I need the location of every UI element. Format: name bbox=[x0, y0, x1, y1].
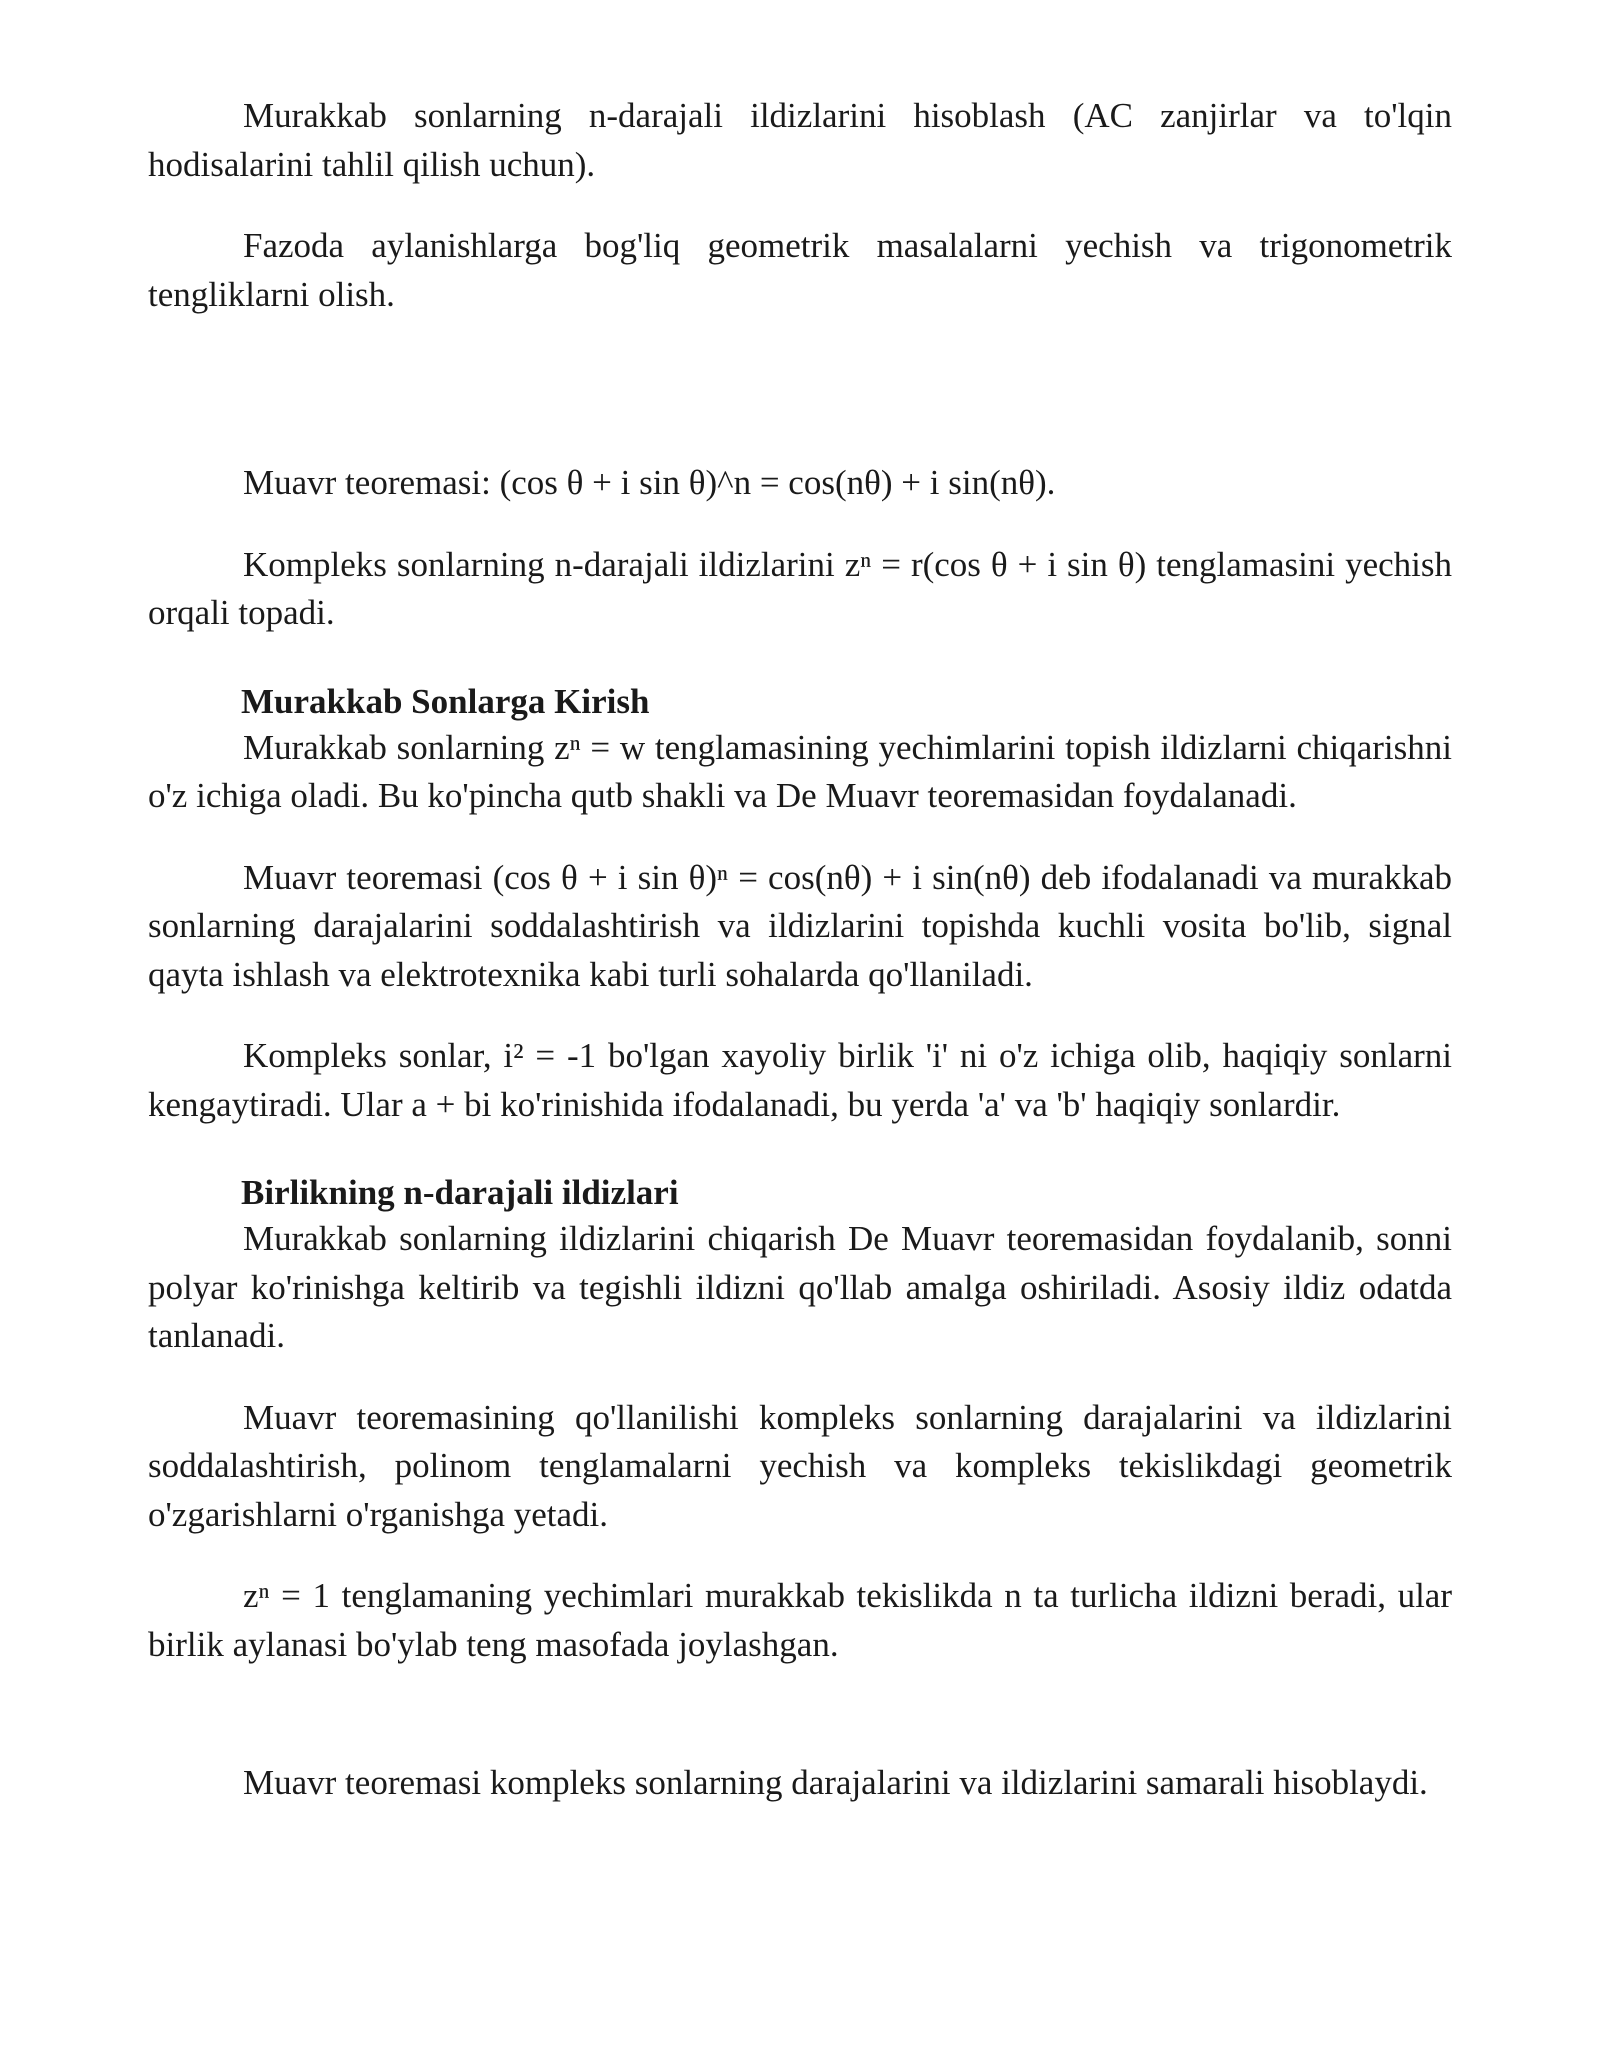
paragraph-unit-circle-roots: zⁿ = 1 tenglamaning yechimlari murakkab tekislikda n ta turlicha ildizni beradi, ular birlik aylanasi bo'ylab teng masofada joylashgan. bbox=[148, 1576, 1452, 1664]
spacer bbox=[148, 1669, 1452, 1759]
spacer bbox=[148, 638, 1452, 680]
paragraph-geometric-problems: Fazoda aylanishlarga bog'liq geometrik masalalarni yechish va trigonometrik tengliklarni olish. bbox=[148, 226, 1452, 314]
section-heading-intro: Murakkab Sonlarga Kirish bbox=[241, 681, 650, 721]
document-page bbox=[148, 92, 1452, 1808]
paragraph-nth-roots-calculation: Murakkab sonlarning n-darajali ildizlarini hisoblash (AC zanjirlar va to'lqin hodisalarini tahlil qilish uchun). bbox=[148, 96, 1452, 184]
spacer bbox=[148, 821, 1452, 854]
spacer bbox=[148, 1129, 1452, 1171]
paragraph-muavr-formula: Muavr teoremasi: (cos θ + i sin θ)^n = cos(nθ) + i sin(nθ). bbox=[243, 463, 1056, 502]
spacer bbox=[148, 999, 1452, 1032]
paragraph-polar-form-roots: Murakkab sonlarning ildizlarini chiqarish De Muavr teoremasidan foydalanib, sonni polyar ko'rinishga keltirib va tegishli ildizni qo'llab amalga oshiriladi. Asosiy ildiz odatda tanlanadi. bbox=[148, 1219, 1452, 1355]
paragraph-muavr-theorem-use: Muavr teoremasi (cos θ + i sin θ)ⁿ = cos(nθ) + i sin(nθ) deb ifodalanadi va murakkab sonlarning darajalarini soddalashtirish va ildizlarini topishda kuchli vosita bo'lib, signal qayta ishlash va elektrotexnika kabi turli sohalarda qo'llaniladi. bbox=[148, 857, 1452, 994]
paragraph-root-extraction: Murakkab sonlarning zⁿ = w tenglamasining yechimlarini topish ildizlarni chiqarishni o'z ichiga oladi. Bu ko'pincha qutb shakli va De Muavr teoremasidan foydalanadi. bbox=[148, 727, 1452, 815]
spacer bbox=[148, 508, 1452, 541]
spacer bbox=[148, 1361, 1452, 1394]
paragraph-muavr-applications: Muavr teoremasining qo'llanilishi kompleks sonlarning darajalarini va ildizlarini soddalashtirish, polinom tenglamalarni yechish va kompleks tekislikdagi geometrik o'zgarishlarni o'rganishga yetadi. bbox=[148, 1397, 1452, 1534]
spacer bbox=[148, 189, 1452, 222]
paragraph-complex-numbers-definition: Kompleks sonlar, i² = -1 bo'lgan xayoliy birlik 'i' ni o'z ichiga olib, haqiqiy sonlarni kengaytiradi. Ular a + bi ko'rinishida ifodalanadi, bu yerda 'a' va 'b' haqiqiy sonlardir. bbox=[148, 1036, 1452, 1124]
paragraph-complex-roots-equation: Kompleks sonlarning n-darajali ildizlarini zⁿ = r(cos θ + i sin θ) tenglamasini yechish orqali topadi. bbox=[148, 544, 1452, 632]
spacer bbox=[148, 319, 1452, 459]
section-heading-roots-of-unity: Birlikning n-darajali ildizlari bbox=[241, 1173, 679, 1212]
spacer bbox=[148, 1539, 1452, 1572]
paragraph-muavr-summary: Muavr teoremasi kompleks sonlarning darajalarini va ildizlarini samarali hisoblaydi. bbox=[243, 1763, 1428, 1802]
